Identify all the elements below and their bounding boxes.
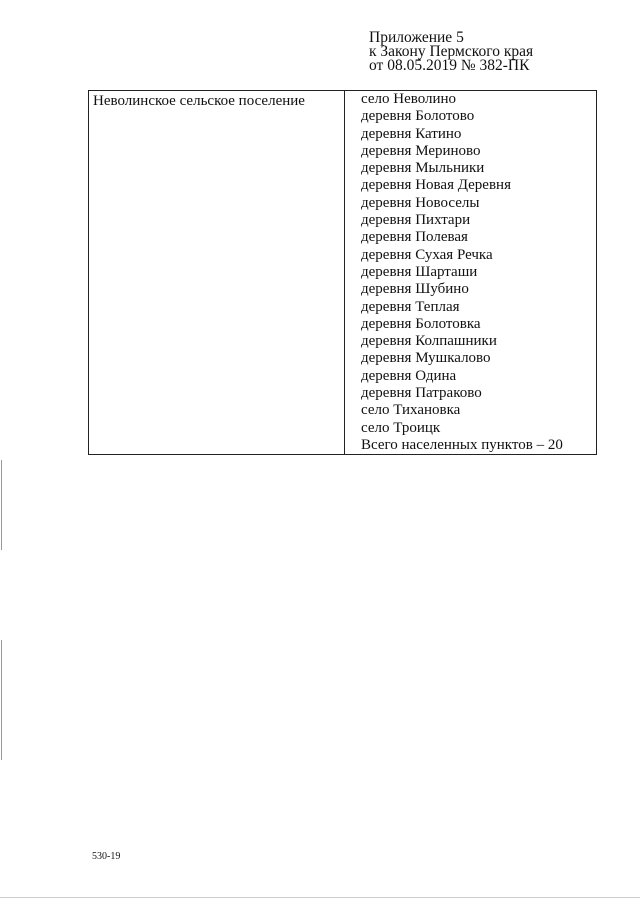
list-item: деревня Катино: [361, 125, 462, 142]
list-item: деревня Мушкалово: [361, 350, 491, 367]
scan-artifact: [1, 460, 2, 550]
list-item: деревня Мыльники: [361, 160, 485, 177]
list-item: деревня Сухая Речка: [361, 246, 493, 263]
settlement-cell: [89, 91, 345, 455]
appendix-title: Приложение 5: [369, 29, 464, 46]
appendix-law-reference: к Закону Пермского края: [369, 43, 534, 60]
settlement-name: Неволинское сельское поселение: [93, 93, 305, 109]
appendix-law-date-number: от 08.05.2019 № 382-ПК: [369, 57, 530, 74]
list-item: деревня Колпашники: [361, 333, 497, 350]
localities-cell: [345, 91, 597, 455]
list-item: деревня Полевая: [361, 229, 468, 246]
scan-edge-line: [0, 897, 640, 898]
list-item: деревня Патраково: [361, 385, 482, 402]
list-item: деревня Мериново: [361, 142, 481, 159]
list-item: деревня Шубино: [361, 281, 469, 298]
appendix-header: [369, 31, 533, 73]
list-item: деревня Болотово: [361, 108, 475, 125]
list-item: деревня Новая Деревня: [361, 177, 511, 194]
table-row: [89, 91, 597, 455]
scan-artifact: [1, 640, 2, 760]
list-item: село Троицк: [361, 419, 441, 436]
list-item: село Неволино: [361, 91, 457, 107]
settlements-table: [88, 90, 597, 455]
list-item: деревня Одина: [361, 367, 457, 384]
list-item: деревня Новоселы: [361, 194, 480, 211]
list-item: деревня Шарташи: [361, 263, 478, 280]
list-item: деревня Пихтари: [361, 212, 471, 229]
list-item: деревня Теплая: [361, 298, 460, 315]
list-item: село Тихановка: [361, 402, 461, 419]
document-code: 530-19: [92, 851, 121, 862]
localities-total: Всего населенных пунктов – 20: [361, 436, 563, 453]
list-item: деревня Болотовка: [361, 315, 481, 332]
